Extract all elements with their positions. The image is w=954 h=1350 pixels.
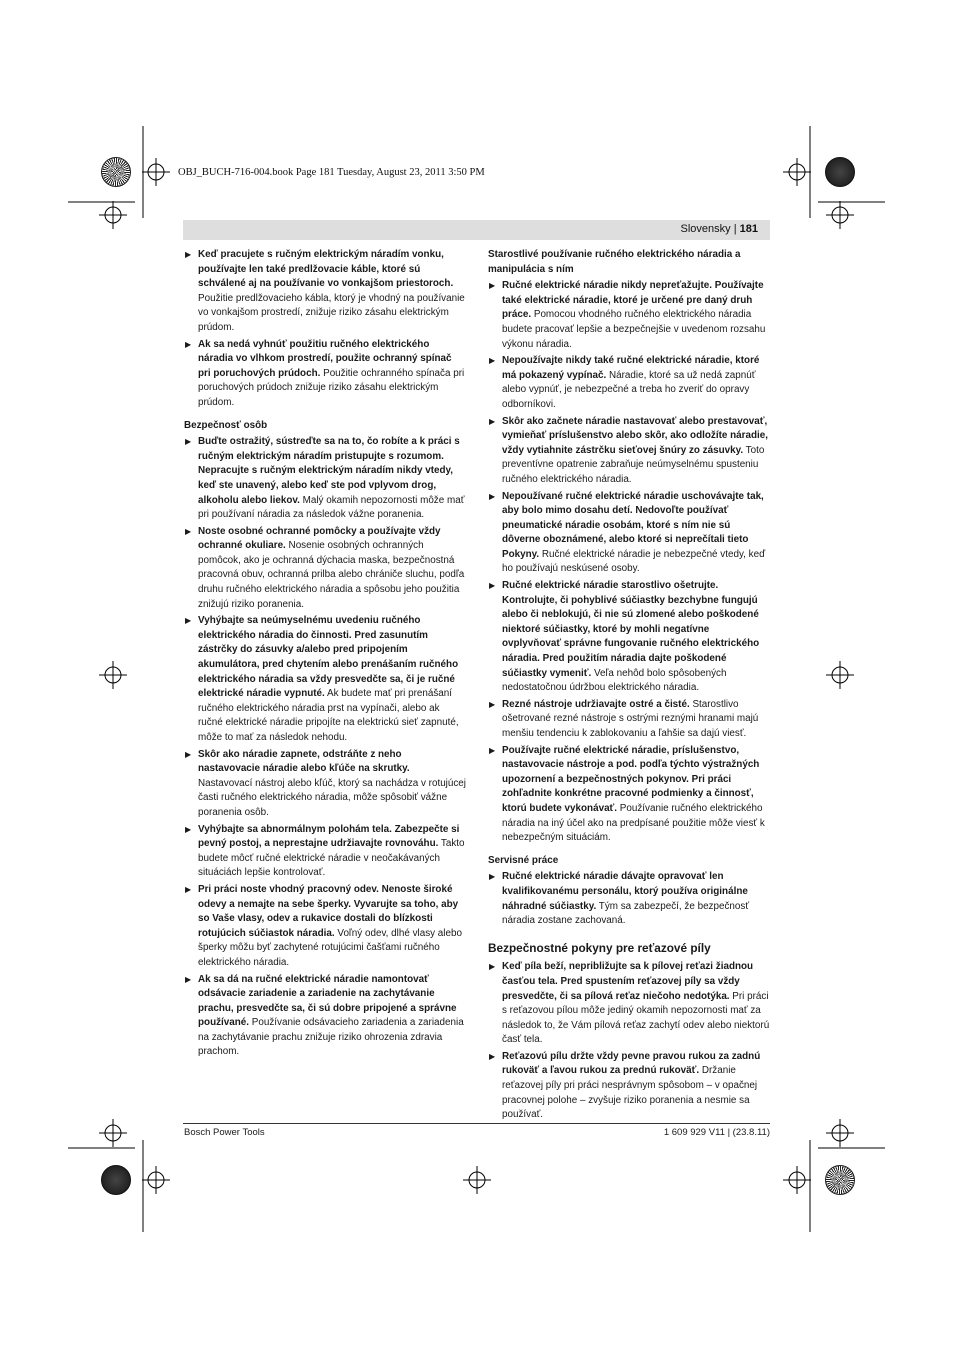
bullet-bold-text: Skôr ako začnete náradie nastavovať alebo prestavovať, vymieňať príslušenstvo alebo skôr, ako odložíte náradie, vždy vytiahnite zástrčku sieťovej šnúry zo zásuvky. <box>502 415 768 456</box>
bullet-bold-text: Noste osobné ochranné pomôcky a používajte vždy ochranné okuliare. <box>198 525 441 552</box>
bullet-item <box>184 823 466 881</box>
bullet-body-text: Pomocou vhodného ručného elektrického náradia budete pracovať lepšie a bezpečnejšie v uvedenom rozsahu výkonu náradia. <box>502 309 766 350</box>
tool-use-list <box>488 279 770 846</box>
bullet-item <box>488 579 770 696</box>
bullet-body-text: Použitie predlžovacieho kábla, ktorý je vhodný na používanie vo vonkajšom prostredí, znižuje riziko zásahu elektrickým prúdom. <box>198 292 465 333</box>
bullet-item <box>488 1050 770 1123</box>
chainsaw-safety-list <box>488 960 770 1123</box>
bullet-arrow-icon: ▶ <box>489 356 496 366</box>
registration-rosette-top-right <box>825 157 855 187</box>
bullet-bold-text: Nepoužívajte nikdy také ručné elektrické náradie, ktoré má pokazený vypínač. <box>502 355 760 381</box>
bullet-item <box>488 744 770 846</box>
personal-safety-list <box>184 435 466 1060</box>
bullet-item <box>184 973 466 1061</box>
bullet-arrow-icon: ▶ <box>489 872 496 882</box>
bullet-bold-text: Rezné nástroje udržiavajte ostré a čisté. <box>502 698 690 710</box>
bullet-arrow-icon: ▶ <box>185 884 192 894</box>
bullet-body-text: Ak budete mať pri prenášaní ručného elektrického náradia prst na vypínači, alebo ak ručné elektrické náradie pripojíte na elektrickú sieť zapnuté, môže to mať za následok nehodu. <box>198 688 459 743</box>
bullet-item <box>488 698 770 742</box>
bullet-arrow-icon: ▶ <box>185 437 192 447</box>
bullet-item <box>184 525 466 613</box>
footer-rule <box>183 1123 770 1124</box>
bullet-body-text: Tým sa zabezpečí, že bezpečnosť náradia zostane zachovaná. <box>502 900 750 927</box>
bullet-body-text: Nosenie osobných ochranných pomôcok, ako je ochranná dýchacia maska, bezpečnostná pracovná obuv, ochranná prilba alebo chrániče sluchu, podľa druhu ručného elektrického náradia a spôsobu jeho použitia znižujú riziko poranenia. <box>198 540 465 610</box>
bullet-bold-text: Vyhýbajte sa neúmyselnému uvedeniu ručného elektrického náradia do činnosti. Pred zasunutím zástrčky do zásuvky a/alebo pred pripojením akumulátora, pred chytením alebo prenášaním ručného elektrického náradia sa vždy presvedčte sa, či je ručné elektrické náradie vypnuté. <box>198 615 459 700</box>
footer-publisher: Bosch Power Tools <box>184 1127 265 1138</box>
bullet-bold-text: Ak sa dá na ručné elektrické náradie namontovať odsávacie zariadenie a zariadenie na zachytávanie prachu, presvedčte sa, či sú dobre pripojené a správne používané. <box>198 973 457 1029</box>
bullet-body-text: Veľa nehôd bolo spôsobených nedostatočnou údržbou elektrického náradia. <box>502 667 727 694</box>
bullet-item <box>184 338 466 411</box>
header-separator: | <box>733 223 737 235</box>
bullet-arrow-icon: ▶ <box>489 281 496 291</box>
bullet-arrow-icon: ▶ <box>489 745 496 755</box>
left-column <box>184 248 466 1062</box>
bullet-arrow-icon: ▶ <box>185 749 192 759</box>
bullet-body-text: Toto preventívne opatrenie zabraňuje neúmyselnému spusteniu ručného elektrického náradia. <box>502 444 765 485</box>
bullet-body-text: Malý okamih nepozornosti môže mať pri používaní náradia za následok vážne poranenia. <box>198 494 465 521</box>
bullet-body-text: Držanie reťazovej píly pri práci nesprávnym spôsobom – v opačnej pracovnej polohe – zvyšuje riziko poranenia a nesmie sa používať. <box>502 1065 758 1121</box>
bullet-bold-text: Používajte ručné elektrické náradie, príslušenstvo, nastavovacie nástroje a pod. podľa týchto výstražných upozornení a bezpečnostných pokynov. Pri práci zohľadnite konkrétne pracovné podmienky a činnosť, ktorú budete vykonávať. <box>502 744 760 814</box>
bullet-bold-text: Skôr ako náradie zapnete, odstráňte z neho nastavovacie náradie alebo kľúče na skrutky. <box>198 748 410 775</box>
section-title-personal-safety: Bezpečnosť osôb <box>184 419 268 431</box>
bullet-arrow-icon: ▶ <box>489 1051 496 1061</box>
bullet-body-text: Pri práci s reťazovou pílou môže jediný okamih nepozornosti mať za následok to, že Vám pílová reťaz zachytí odev alebo niektorú časť tela. <box>502 990 770 1046</box>
bullet-item <box>184 248 466 336</box>
bullet-body-text: Starostlivo ošetrované rezné nástroje s ostrými reznými hranami majú menšiu tendenciu k zablokovaniu a ľahšie sa dajú viesť. <box>502 698 759 739</box>
bullet-body-text: Používanie odsávacieho zariadenia a zariadenia na zachytávanie prachu znižuje riziko ohrozenia zdravia prachom. <box>198 1017 464 1058</box>
bullet-body-text: Voľný odev, dlhé vlasy alebo šperky môžu byť zachytené rotujúcimi čašťami ručného elektrického náradia. <box>198 927 462 968</box>
bullet-body-text: Nastavovací nástroj alebo kľúč, ktorý sa nachádza v rotujúcej časti ručného elektrického náradia, môže spôsobiť vážne poranenia osôb. <box>198 777 466 818</box>
bullet-arrow-icon: ▶ <box>489 581 496 591</box>
bullet-bold-text: Keď píla beží, nepribližujte sa k pílovej reťazi žiadnou časťou tela. Pred spustením reťazovej píly sa vždy presvedčte, či sa pílová reťaz niečoho nedotýka. <box>502 961 754 1002</box>
bullet-item <box>488 354 770 412</box>
bullet-bold-text: Pri práci noste vhodný pracovný odev. Nenoste široké odevy a nemajte na sebe šperky. Vyvarujte sa toho, aby so Vaše vlasy, odev a rukavice dostali do blízkosti rotujúcich súčiastok náradia. <box>198 883 459 939</box>
bullet-bold-text: Ručné elektrické náradie nikdy nepreťažujte. Používajte také elektrické náradie, ktoré je určené pre daný druh práce. <box>502 280 764 321</box>
bullet-bold-text: Vyhýbajte sa abnormálnym polohám tela. Zabezpečte si pevný postoj, a neprestajne udržiavajte rovnováhu. <box>198 823 460 850</box>
left-top-list <box>184 248 466 411</box>
bullet-arrow-icon: ▶ <box>185 339 192 349</box>
registration-rosette-top-left <box>101 157 131 187</box>
page-header-bar <box>183 220 770 240</box>
file-info-line: OBJ_BUCH-716-004.book Page 181 Tuesday, August 23, 2011 3:50 PM <box>178 167 485 178</box>
registration-rosette-bottom-left <box>101 1165 131 1195</box>
bullet-body-text: Náradie, ktoré sa už nedá zapnúť alebo vypnúť, je nebezpečné a treba ho zveriť do opravy odborníkovi. <box>502 369 756 410</box>
bullet-bold-text: Ručné elektrické náradie dávajte opravovať len kvalifikovanému personálu, ktorý používa originálne náhradné súčiastky. <box>502 871 748 912</box>
section-title-service: Servisné práce <box>488 854 559 866</box>
page-number: 181 <box>739 223 758 235</box>
bullet-item <box>488 960 770 1048</box>
bullet-arrow-icon: ▶ <box>185 250 192 259</box>
bullet-bold-text: Ručné elektrické náradie starostlivo ošetrujte. Kontrolujte, či pohyblivé súčiastky bezchybne fungujú alebo či neblokujú, či nie sú zlomené alebo poškodené niektoré súčiastky, ktoré by mohli negatívne ovplyvňovať správne fungovanie ručného elektrického náradia. Pred použitím náradia dajte poškodené súčiastky vymeniť. <box>502 580 760 679</box>
bullet-body-text: Ručné elektrické náradie je nebezpečné vtedy, keď ho používajú neskúsené osoby. <box>502 548 766 575</box>
service-list <box>488 870 770 928</box>
bullet-body-text: Používanie ručného elektrického náradia na iný účel ako na predpísané použitie môže viesť k nebezpečným situáciám. <box>502 802 765 844</box>
bullet-arrow-icon: ▶ <box>185 616 192 626</box>
section-title-chainsaw-safety: Bezpečnostné pokyny pre reťazové píly <box>488 940 711 955</box>
bullet-arrow-icon: ▶ <box>185 526 192 536</box>
bullet-arrow-icon: ▶ <box>489 962 496 972</box>
bullet-bold-text: Buďte ostražitý, sústreďte sa na to, čo robíte a k práci s ručným elektrickým náradím pristupujte s rozumom. Nepracujte s ručným elektrickým náradím nikdy vtedy, keď ste unavený, alebo keď ste pod vplyvom drog, alkoholu alebo liekov. <box>198 436 460 506</box>
bullet-item <box>488 490 770 578</box>
bullet-item <box>488 279 770 352</box>
bullet-arrow-icon: ▶ <box>489 699 496 709</box>
bullet-bold-text: Ak sa nedá vyhnúť použitiu ručného elektrického náradia vo vlhkom prostredí, použite ochranný spínač pri poruchových prúdoch. <box>198 338 452 379</box>
header-language: Slovensky <box>680 223 731 235</box>
bullet-item <box>184 614 466 745</box>
footer-doc-number: 1 609 929 V11 | (23.8.11) <box>663 1127 770 1138</box>
bullet-arrow-icon: ▶ <box>489 491 496 501</box>
right-column <box>488 248 770 1125</box>
bullet-body-text: Použitie ochranného spínača pri poruchových prúdoch znižuje riziko zásahu elektrickým prúdom. <box>198 367 465 408</box>
bullet-item <box>184 748 466 821</box>
page-header <box>681 223 758 235</box>
bullet-bold-text: Keď pracujete s ručným elektrickým náradím vonku, používajte len také predlžovacie káble, ktoré sú schválené aj na používanie vo vonkajšom priestoroch. <box>198 249 454 290</box>
bullet-item <box>184 883 466 971</box>
registration-rosette-bottom-right <box>825 1165 855 1195</box>
bullet-item <box>184 435 466 523</box>
section-title-tool-use: Starostlivé používanie ručného elektrického náradia a manipulácia s ním <box>488 249 741 275</box>
bullet-item <box>488 415 770 488</box>
bullet-bold-text: Reťazovú pílu držte vždy pevne pravou rukou za zadnú rukoväť a ľavou rukou za prednú rukoväť. <box>502 1050 761 1077</box>
bullet-item <box>488 870 770 928</box>
bullet-arrow-icon: ▶ <box>185 974 192 984</box>
bullet-bold-text: Nepoužívané ručné elektrické náradie uschovávajte tak, aby bolo mimo dosahu detí. Nedovoľte používať pneumatické náradie osobám, ktoré s ním nie sú dôverne oboznámené, alebo ktoré si neprečítali tieto Pokyny. <box>502 490 764 560</box>
bullet-body-text: Takto budete môcť ručné elektrické náradie v neočakávaných situáciách lepšie kontrolovať. <box>198 838 465 879</box>
bullet-arrow-icon: ▶ <box>185 824 192 834</box>
bullet-arrow-icon: ▶ <box>489 416 496 426</box>
